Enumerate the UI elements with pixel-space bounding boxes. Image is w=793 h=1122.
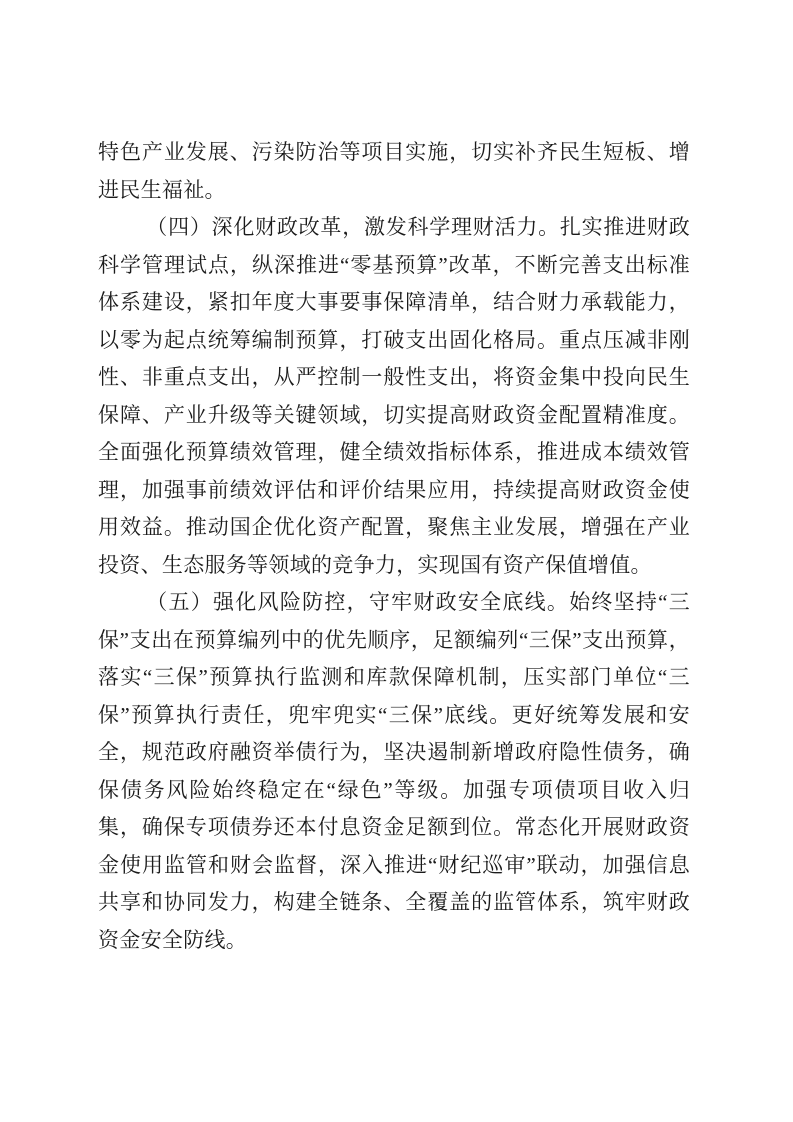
paragraph-section-5: （五）强化风险防控，守牢财政安全底线。始终坚持“三保”支出在预算编列中的优先顺序，足额编列“三保”支出预算，落实“三保”预算执行监测和库款保障机制，压实部门单位“三保”预算执行责任，兜牢兜实“三保”底线。更好统筹发展和安全，规范政府融资举债行为，坚决遏制新增政府隐性债务，确保债务风险始终稳定在“绿色”等级。加强专项债项目收入归集，确保专项债券还本付息资金足额到位。常态化开展财政资金使用监管和财会监督，深入推进“财纪巡审”联动，加强信息共享和协同发力，构建全链条、全覆盖的监管体系，筑牢财政资金安全防线。 [98,590,690,952]
document-body [98,134,690,959]
paragraph-section-4: （四）深化财政改革，激发科学理财活力。扎实推进财政科学管理试点，纵深推进“零基预算”改革，不断完善支出标准体系建设，紧扣年度大事要事保障清单，结合财力承载能力，以零为起点统筹编制预算，打破支出固化格局。重点压减非刚性、非重点支出，从严控制一般性支出，将资金集中投向民生保障、产业升级等关键领域，切实提高财政资金配置精准度。全面强化预算绩效管理，健全绩效指标体系，推进成本绩效管理，加强事前绩效评估和评价结果应用，持续提高财政资金使用效益。推动国企优化资产配置，聚焦主业发展，增强在产业投资、生态服务等领域的竞争力，实现国有资产保值增值。 [98,215,690,577]
paragraph-continuation: 特色产业发展、污染防治等项目实施，切实补齐民生短板、增进民生福祉。 [98,140,690,202]
